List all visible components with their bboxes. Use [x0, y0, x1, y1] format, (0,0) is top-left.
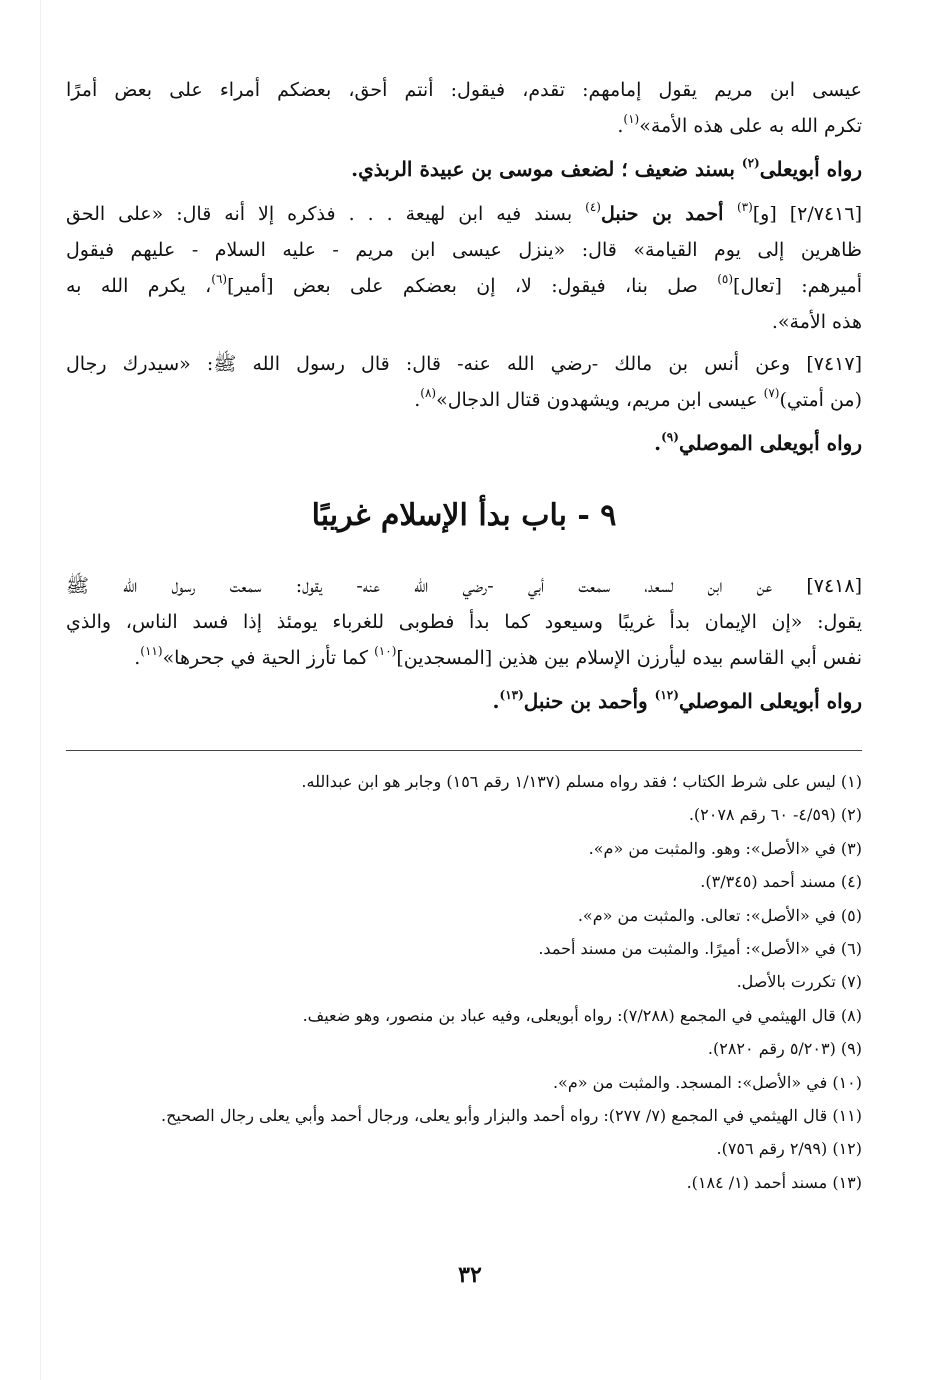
text-line: عيسى ابن مريم يقول إمامهم: تقدم، فيقول: أنتم أحق، بعضكم أمراء على بعض أمرًا: [66, 79, 862, 101]
text-segment: تكرم الله به على هذه الأمة»: [639, 115, 862, 137]
source-name: وأحمد بن حنبل: [523, 689, 655, 713]
footnote: (٥) في «الأصل»: تعالى. والمثبت من «م».: [577, 905, 862, 925]
footnote: (١٢) (٢/٩٩ رقم ٧٥٦).: [716, 1139, 862, 1159]
text-segment: .: [414, 389, 421, 411]
text-line: [66, 382, 862, 418]
text-segment: أميرهم: [تعال]: [733, 275, 863, 297]
footnote-ref: (٢): [741, 156, 760, 170]
text-segment: ، يكرم الله به: [66, 275, 212, 297]
footnote: (٩) (٥/٢٠٣ رقم ٢٨٢٠).: [707, 1039, 862, 1059]
footnote-ref: (٩): [661, 430, 679, 444]
text-segment: (من أمتي): [779, 389, 862, 411]
footnote-ref: (١): [623, 112, 640, 126]
text-segment: .: [617, 115, 624, 137]
text-line: [66, 268, 862, 304]
text-segment: صل بنا، فيقول: لا، إن بعضكم على بعض [أمير]: [227, 275, 718, 297]
footnote-divider: [66, 750, 862, 751]
text-segment: كما تأرز الحية في جحرها»: [162, 647, 375, 669]
hadith-paragraph: [66, 72, 862, 144]
source-attribution: [66, 682, 862, 720]
text-segment: عيسى ابن مريم، ويشهدون قتال الدجال»: [436, 389, 764, 411]
footnote: (١٣) مسند أحمد (١/ ١٨٤).: [686, 1172, 862, 1192]
text-line: [٧٤١٧] وعن أنس بن مالك -رضي الله عنه- قال: قال رسول الله ﷺ: «سيدرك رجال: [66, 353, 862, 375]
text-segment: .: [134, 647, 141, 669]
source-note: .: [654, 431, 662, 455]
footnote-ref: (١٣): [499, 688, 524, 702]
text-segment: أحمد بن حنبل: [600, 203, 737, 225]
footnote: (١٠) في «الأصل»: المسجد. والمثبت من «م».: [552, 1072, 862, 1092]
source-attribution: [66, 150, 862, 188]
text-line: [66, 108, 862, 144]
text-line: هذه الأمة».: [771, 311, 862, 333]
source-note: .: [492, 689, 500, 713]
source-attribution: [66, 424, 862, 462]
footnote-ref: (١١): [140, 644, 163, 658]
text-segment: بسند فيه ابن لهيعة . . . فذكره إلا أنه قال: «على الحق: [66, 203, 586, 225]
footnote: (١١) قال الهيثمي في المجمع (٧/ ٢٧٧): رواه أحمد والبزار وأبو يعلى، ورجال أحمد وأبي يعلى رجال الصحيح.: [160, 1106, 862, 1126]
text-segment: [٢/٧٤١٦] [و]: [752, 203, 863, 225]
page-margin-line: [40, 0, 41, 1380]
footnote: (٦) في «الأصل»: أميرًا. والمثبت من مسند أحمد.: [538, 939, 862, 959]
footnote: (٨) قال الهيثمي في المجمع (٧/٢٨٨): رواه أبويعلى، وفيه عباد بن منصور، وهو ضعيف.: [302, 1005, 862, 1025]
text-segment: نفس أبي القاسم بيده ليأرزن الإسلام بين هذين [المسجدين]: [396, 647, 862, 669]
footnote: (١) ليس على شرط الكتاب ؛ فقد رواه مسلم (١/١٣٧ رقم ١٥٦) وجابر هو ابن عبدالله.: [301, 772, 862, 791]
text-line: [66, 196, 862, 232]
source-name: رواه أبويعلى الموصلي: [678, 689, 862, 713]
footnotes-list: [66, 765, 862, 1199]
text-line: [66, 640, 862, 676]
page-number: ٣٢: [458, 1262, 482, 1288]
book-page: [66, 72, 862, 1199]
footnote-ref: (٦): [211, 272, 228, 286]
chapter-heading: ٩ - باب بدأ الإسلام غريبًا: [311, 498, 617, 533]
text-line: ظاهرين إلى يوم القيامة» قال: «ينزل عيسى ابن مريم - عليه السلام - عليهم فيقول: [66, 239, 862, 261]
footnote-ref: (٥): [717, 272, 734, 286]
footnote-ref: (٣): [736, 200, 753, 214]
footnote: (٤) مسند أحمد (٣/٣٤٥).: [700, 872, 862, 892]
text-line: [٧٤١٨] عن ابن لسعد، سمعت أبي -رضي الله عنه- يقول: سمعت رسول الله ﷺ: [66, 575, 862, 597]
hadith-paragraph: [66, 196, 862, 340]
footnote: (٧) تكررت بالأصل.: [736, 972, 862, 992]
footnote-ref: (٧): [763, 386, 780, 400]
footnote-ref: (٨): [420, 386, 437, 400]
footnote: (٣) في «الأصل»: وهو. والمثبت من «م».: [588, 838, 862, 858]
hadith-paragraph: [66, 346, 862, 418]
hadith-paragraph: [66, 568, 862, 676]
source-name: رواه أبويعلى: [759, 157, 862, 181]
source-note: بسند ضعيف ؛ لضعف موسى بن عبيدة الربذي.: [351, 157, 742, 181]
text-line: يقول: «إن الإيمان بدأ غريبًا وسيعود كما بدأ فطوبى للغرباء يومئذ إذا فسد الناس، والذي: [66, 611, 862, 633]
footnote-ref: (١٠): [374, 644, 397, 658]
source-name: رواه أبويعلى الموصلي: [678, 431, 862, 455]
footnote-ref: (١٢): [654, 688, 679, 702]
footnote-ref: (٤): [585, 200, 601, 214]
footnote: (٢) (٤/٥٩- ٦٠ رقم ٢٠٧٨).: [688, 805, 862, 825]
